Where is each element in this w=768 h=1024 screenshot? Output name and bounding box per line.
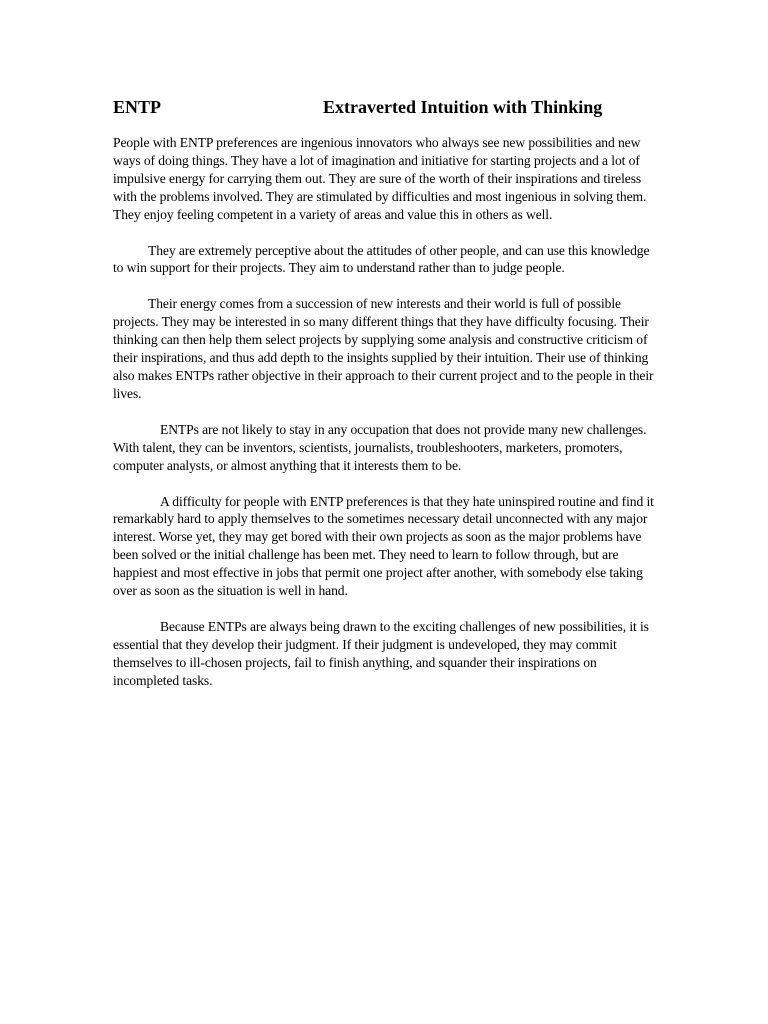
document-body	[113, 134, 658, 708]
type-title: Extraverted Intuition with Thinking	[323, 97, 603, 117]
document-heading	[113, 94, 658, 120]
type-code: ENTP	[113, 97, 162, 117]
paragraph-energy: Their energy comes from a succession of new interests and their world is full of possible projects. They may be interested in so many different things that they have difficulty focusing. Their thinking can then help them select projects by supplying some analysis and constructive criticism of their inspirations, and thus add depth to the insights supplied by their intuition. Their use of thinking also makes ENTPs rather objective in their approach to their current project and to the people in their lives.	[113, 296, 654, 401]
paragraph-difficulty: A difficulty for people with ENTP preferences is that they hate uninspired routine and find it remarkably hard to apply themselves to the sometimes necessary detail unconnected with any major interest. Worse yet, they may get bored with their own projects as soon as the major problems have been solved or the initial challenge has been met. They need to learn to follow through, but are happiest and most effective in jobs that permit one project after another, with somebody else taking over as soon as the situation is well in hand.	[113, 493, 654, 599]
paragraph-intro: People with ENTP preferences are ingenious innovators who always see new possibilities and new ways of doing things. They have a lot of imagination and initiative for starting projects and a lot of impulsive energy for carrying them out. They are sure of the worth of their inspirations and tireless with the problems involved. They are stimulated by difficulties and most ingenious in solving them. They enjoy feeling competent in a variety of areas and value this in others as well.	[113, 135, 647, 222]
paragraph-perception: They are extremely perceptive about the attitudes of other people, and can use this knowledge to win support for their projects. They aim to understand rather than to judge people.	[113, 242, 650, 276]
paragraph-occupation: ENTPs are not likely to stay in any occupation that does not provide many new challenges. With talent, they can be inventors, scientists, journalists, troubleshooters, marketers, promoters, computer analysts, or almost anything that it interests them to be.	[113, 421, 647, 473]
paragraph-judgment: Because ENTPs are always being drawn to the exciting challenges of new possibilities, it is essential that they develop their judgment. If their judgment is undeveloped, they may commit themselves to ill-chosen projects, fail to finish anything, and squander their inspirations on incompleted tasks.	[113, 618, 649, 688]
